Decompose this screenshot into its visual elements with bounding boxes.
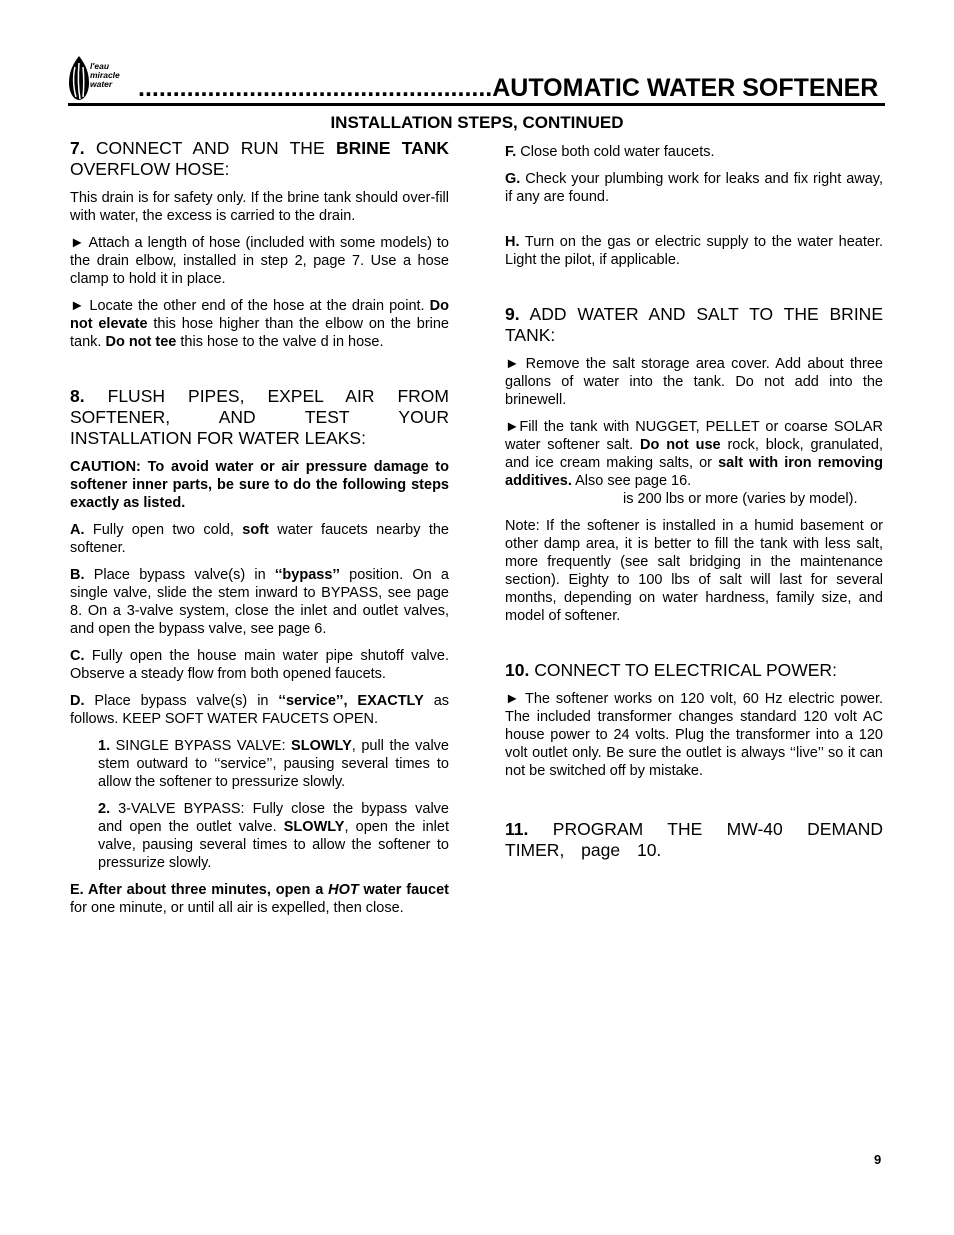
logo-text-line1: l'eau	[90, 61, 110, 71]
step-8-heading-cont: INSTALLATION FOR WATER LEAKS:	[70, 428, 366, 448]
header-divider	[68, 103, 885, 106]
step-8-a: A. Fully open two cold, soft water faucets nearby the softener.	[70, 522, 449, 556]
step-11-heading: 11. PROGRAM THE MW-40 DEMAND TIMER, page 10.	[505, 819, 883, 860]
logo-text-line2: miracle	[90, 70, 120, 80]
step-8-f: F. Close both cold water faucets.	[505, 144, 715, 160]
brand-logo	[68, 55, 132, 103]
step-8-c: C. Fully open the house main water pipe shutoff valve. Observe a steady flow from both opened faucets.	[70, 648, 449, 682]
step-7-para-2: ► Attach a length of hose (included with some models) to the drain elbow, installed in step 2, page 7. Use a hose clamp to hold it in place.	[70, 235, 449, 287]
title-text: AUTOMATIC WATER SOFTENER	[492, 74, 879, 102]
caution-text: CAUTION: To avoid water or air pressure damage to softener inner parts, be sure to do the following steps exactly as listed.	[70, 459, 449, 511]
step-9-note: Note: If the softener is installed in a humid basement or other damp area, it is better to fill the tank with less salt, more frequently (see salt bridging in the maintenance section). Eighty to 100 lbs of salt will last for several months, depending on water hardness, family size, and model of softener.	[505, 518, 883, 624]
step-9-heading: 9. ADD WATER AND SALT TO THE BRINE TANK:	[505, 304, 883, 345]
step-7-para-3: ► Locate the other end of the hose at the drain point. Do not elevate this hose higher than the elbow on the brine tank. Do not tee this hose to the valve d in hose.	[70, 298, 449, 350]
step-9-para-1: ► Remove the salt storage area cover. Add about three gallons of water into the tank. Do not add into the brinewell.	[505, 356, 883, 408]
step-8-g: G. Check your plumbing work for leaks and fix right away, if any are found.	[505, 171, 883, 205]
section-subtitle: INSTALLATION STEPS, CONTINUED	[330, 113, 624, 132]
step-8-d-1: 1. SINGLE BYPASS VALVE: SLOWLY, pull the valve stem outward to ‘‘service’’, pausing several times to allow the softener to pressurize slowly.	[98, 738, 449, 790]
page-number: 9	[874, 1152, 882, 1167]
step-8-h: H. Turn on the gas or electric supply to the water heater. Light the pilot, if applicable.	[505, 234, 883, 268]
right-column	[505, 143, 883, 870]
step-8-b: B. Place bypass valve(s) in ‘‘bypass’’ position. On a single valve, slide the stem inward to BYPASS, see page 8. On a 3-valve system, close the inlet and outlet valves, and open the bypass valve, see page 6.	[70, 567, 449, 637]
left-column	[70, 138, 449, 926]
title-leader: ...................................................	[138, 74, 493, 102]
step-10-heading: 10. CONNECT TO ELECTRICAL POWER:	[505, 660, 837, 680]
step-8-d-2: 2. 3-VALVE BYPASS: Fully close the bypass valve and open the outlet valve. SLOWLY, open the inlet valve, pausing several times to allow the softener to pressurize slowly.	[98, 801, 449, 871]
step-8-e: E. After about three minutes, open a HOT water faucet for one minute, or until all air is expelled, then close.	[70, 882, 449, 916]
water-drop-logo-icon	[68, 55, 90, 101]
step-7-heading: 7. CONNECT AND RUN THE BRINE TANK OVERFLOW HOSE:	[70, 138, 449, 179]
step-8-heading: 8. FLUSH PIPES, EXPEL AIR FROM SOFTENER, AND TEST YOUR	[70, 386, 449, 427]
step-9-para-2: ►Fill the tank with NUGGET, PELLET or coarse SOLAR water softener salt. Do not use rock, block, granulated, and ice cream making salts, or salt with iron removing additives. Also see page 16.	[505, 419, 884, 489]
step-8-d: D. Place bypass valve(s) in ‘‘service’’, EXACTLY as follows. KEEP SOFT WATER FAUCETS OPEN.	[70, 693, 450, 727]
logo-text-line3: water	[90, 79, 113, 89]
step-10-para-1: ► The softener works on 120 volt, 60 Hz electric power. The included transformer changes standard 120 volt AC house power to 24 volts. Plug the transformer into a 120 volt outlet only. Be sure the outlet is always ‘‘live’’ so it can not be switched off by mistake.	[505, 691, 883, 779]
step-7-para-1: This drain is for safety only. If the brine tank should over-fill with water, the excess is carried to the drain.	[70, 190, 449, 224]
step-9-para-2-cont: is 200 lbs or more (varies by model).	[623, 491, 858, 507]
page-title	[138, 72, 878, 104]
